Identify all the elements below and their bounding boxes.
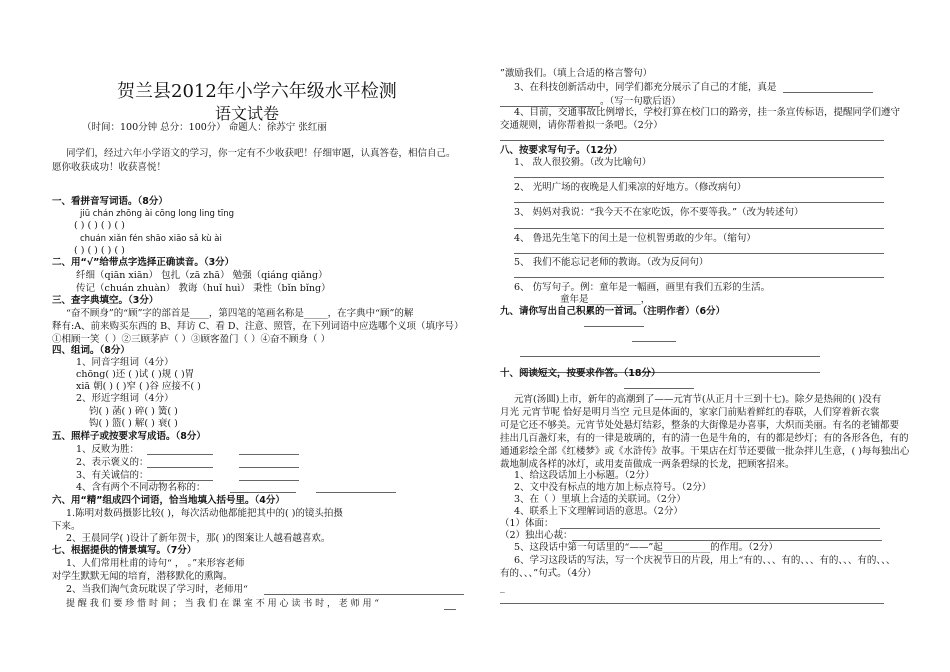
section-7-heading: 七、根据提供的情景填写。（7分） [52,545,197,556]
section-10-heading: 十、阅读短文，按要求作答。（18分） [500,368,661,379]
scenario-q2-line-1: 2、当我们淘气贪玩耽误了学习时，老师用“ [66,584,248,595]
dictionary-line-2: 释有:A、前来购买东西的 B、拜访 C、看 D、注意、照管，在下列词语中应选哪个义项（填序号） [52,321,464,332]
section-6-heading: 六、用“精”组成四个词语，恰当地填入括号里。（4分） [52,495,285,506]
passage-line-4: 挂出几百盏灯来，有的一律是玻璃的，有的清一色是牛角的，有的都是纱灯；有的各形各色，有的 [500,433,909,444]
similar-char-row-2: 钩( ) 篮( ) 解( ) 衰( ) [89,418,178,429]
jing-q1-line-2: 下来。 [52,521,81,532]
reading-q4-2: （2）独出心裁： [500,530,573,541]
reading-q2: 2、文中没有标点的地方加上标点符号。（2分） [514,482,712,493]
reading-row-2: 传记（chuán zhuàn） 教诲（huǐ huì） 秉性（bǐn bǐng） [76,283,331,294]
scenario-q1-line-1: 1、人们常用杜甫的诗句“ ， 。”来形容老师 [66,558,245,569]
reading-row-1: 纤细（qiān xiān） 包扎（zā zhā） 勉强（qiáng qiǎng） [76,270,328,281]
similar-char-row-1: 钧( ) 菡( ) 碎( ) 簧( ) [89,406,178,417]
section-2-heading: 二、用“√”给带点字选择正确读音。（3分） [52,257,235,268]
passage-line-2: 月光 元宵节呢 恰好是明月当空 元旦是体面的，家家门前贴着鲜红的春联，人们穿着新衣裳 [500,407,880,418]
homophone-label: 1、同音字组词（4分） [76,357,174,368]
passage-line-3: 可是它还不够美。元宵节处处悬灯结彩，整条的大街像是办喜事，大炽而美丽。有名的老铺都要 [500,420,900,431]
dictionary-line-1: “奋不顾身”的“顾”字的部首是____，第四笔的笔画名称是_____，在字典中“顾”的解 [66,308,414,319]
section-3-heading: 三、查字典填空。（3分） [52,295,159,306]
sentence-q6-prompt: 童年是___________， [560,294,651,305]
passage-line-6: 裁地制成各样的冰灯，或用麦苗做成一两条碧绿的长龙，把顾客招来。 [500,459,795,470]
proverb-q-line-2: 。（写一句歇后语） [600,96,681,107]
pinyin-row-1: jiū chán zhōng ài cōng long ling tīng [80,209,235,219]
motto-line: ”激励我们。（填上合适的格言警句） [500,68,653,79]
sentence-q2: 2、 光明广场的夜晚是人们乘凉的好地方。（修改病句） [514,182,747,193]
similar-char-label: 2、形近字组词（4分） [76,393,174,404]
jing-q2: 2、王晨同学( )设计了新年贺卡，那( )的图案让人越看越喜欢。 [66,533,331,544]
reading-q5: 5、这段话中第一句话里的“——”起__________的作用。（2分） [514,542,779,553]
exam-subtitle: 语文试卷 [215,104,280,123]
section-4-heading: 四、组词。（8分） [52,345,130,356]
idiom-q1: 1、反败为胜： [76,444,140,455]
reading-q4-1: （1）体面： [500,518,554,529]
exam-info: （时间：100分钟 总分：100分） 命题人：徐苏宁 张红丽 [82,122,327,133]
reading-q3: 3、在（ ）里填上合适的关联词。（2分） [514,494,686,505]
sentence-q3: 3、 妈妈对我说：“我今天不在家吃饭，你不要等我。”（改为转述句） [514,207,804,218]
answer-boxes-row-1: ( ) ( ) ( ) ( ) [74,220,125,231]
dictionary-line-3: ①相顾一笑（ ）②三顾茅庐（ ）③顾客盈门（ ）④奋不顾身（ ） [52,334,331,345]
sentence-q6: 6、 仿写句子。例：童年是一幅画，画里有我们五彩的生活。 [514,282,771,293]
homophone-row-2: xiā 朝( ) ( )窄 ( )谷 应接不( ) [76,381,201,392]
answer-boxes-row-2: ( ) ( ) ( ) ( ) [74,245,125,256]
answer-dash: _ [500,582,505,593]
intro-line-2: 愿你收获成功！收获喜悦！ [52,162,167,173]
sentence-q1: 1、 敌人很狡猾。（改为比喻句） [514,157,652,168]
reading-q1: 1、给这段话加上小标题。（2分） [514,470,655,481]
scenario-q1-line-2: 对学生默默无闻的培育，潜移默化的熏陶。 [52,571,233,582]
idiom-q4: 4、含有两个不同动物名称的： [76,482,206,493]
slogan-q-line-2: 交通规则，请你帮着拟一条吧。（2分） [500,120,663,131]
section-5-heading: 五、照样子或按要求写成语。（8分） [52,431,206,442]
slogan-q-line-1: 4、目前，交通事故比例增长，学校打算在校门口的路旁，挂一条宣传标语，提醒同学们遵守 [514,107,901,118]
scenario-q2-line-2: 提 醒 我 们 要 珍 惜 时 间 ； 当 我 们 在 课 室 不 用 心 读 书 时 ， 老 师 用 “ [66,599,379,609]
intro-line-1: 同学们，经过六年小学语文的学习，你一定有不少收获吧！仔细审题，认真答卷，相信自己。 [66,148,456,159]
sentence-q5: 5、 我们不能忘记老师的教诲。（改为反问句） [514,257,709,268]
proverb-q-line-1: 3、在科技创新活动中，同学们都充分展示了自己的才能，真是 [514,82,777,93]
section-9-heading: 九、请你写出自己积累的一首词。（注明作者）（6分） [500,306,726,317]
section-8-heading: 八、按要求写句子。（12分） [500,145,623,156]
reading-q4: 4、联系上下文理解词语的意思。（2分） [514,506,683,517]
reading-q6-line-2: 有的、、、”句式。（4分） [500,568,597,579]
sentence-q4: 4、 鲁迅先生笔下的闰土是一位机智勇敢的少年。（缩句） [514,233,756,244]
section-1-heading: 一、看拼音写词语。（8分） [52,196,168,207]
reading-q6-line-1: 6、学习这段话的写法，写一个庆祝节日的片段，用上“有的、、、有的、、、有的、、、有的、、、 [514,555,896,566]
exam-title: 贺兰县2012年小学六年级水平检测 [117,81,397,102]
passage-line-1: 元宵(汤圆)上市，新年的高潮到了——元宵节(从正月十三到十七)。除夕是热闹的( )没有 [514,394,882,405]
idiom-q2: 2、表示褒义的： [76,457,149,468]
jing-q1-line-1: 1.陈明对数码摄影比较( )，每次活动他都能把其中的( )的镜头拍摄 [66,508,343,519]
passage-line-5: 通通彩绘全部《红楼梦》或《水浒传》故事。干果店在灯节还要做一批杂拌儿生意，( )每每独出心 [500,446,910,457]
idiom-q3: 3、有关诚信的： [76,470,149,481]
homophone-row-1: chōng( )还 ( )试 ( )规 ( )胃 [76,369,195,380]
pinyin-row-2: chuán xiǎn fén shāo xiāo sǎ kù ài [80,234,222,244]
